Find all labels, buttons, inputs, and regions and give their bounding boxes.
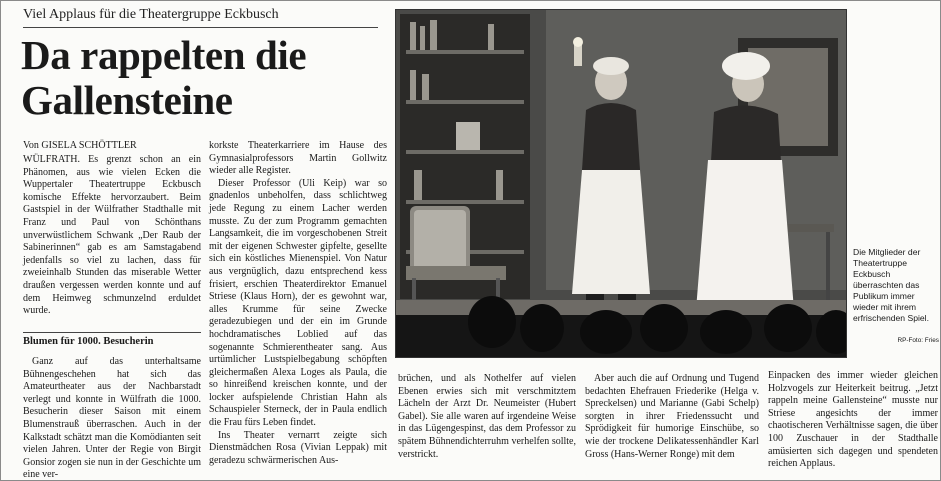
- article-column-2: [209, 140, 387, 467]
- article-column-3: [398, 373, 576, 461]
- article-column-5: [768, 370, 938, 471]
- article-paragraph: brüchen, und als Nothelfer auf vielen Ebenen erwies sich mit verschmitztem Lächeln der Arzt Dr. Neumeister (Hubert Gabel). Sie alle waren auf irgendeine Weise in das Lügengespinst, das dem Professor zu spätem Bühnendichterruhm verhelfen sollte, verstrickt.: [398, 373, 576, 460]
- article-paragraph: Einpacken des immer wieder gleichen Holzvogels zur Heiterkeit beitrug. „Jetzt rappeln meine Gallensteine“ musste nur Striese angesichts der immer chaotischeren Verhältnisse sagen, die über 100 Zuschauer in der Stadthalle amüsierten sich dagegen und spendeten reichen Applaus.: [768, 370, 938, 470]
- article-dateline: WÜLFRATH.: [23, 154, 80, 165]
- article-kicker: Viel Applaus für die Theatergruppe Eckbusch: [23, 7, 279, 22]
- article-paragraph: Ganz auf das unterhaltsame Bühnengeschehen hat sich das Amateurtheater aus der Nachbarstadt verlegt und konnte in Wülfrath die 1000. Besucherin dieser Saison mit einem Blumenstrauß überraschen. Auch in der Kalkstadt schätzt man die Komödianten seit vielen Jahren. Unter der Regie von Birgit Gonsior zogen sie nun in der Geschichte um eine ver-: [23, 356, 201, 481]
- article-headline: Da rappelten die Gallensteine: [21, 32, 307, 123]
- article-column-1: [23, 154, 201, 318]
- article-paragraph: Ins Theater vernarrt zeigte sich Dienstmädchen Rosa (Vivian Leppak) mit geradezu schwärmerischen Aus-: [209, 429, 387, 466]
- article-paragraph: korkste Theaterkarriere im Hause des Gymnasialprofessors Martin Gollwitz wieder alle Register.: [209, 140, 387, 177]
- article-paragraph: [23, 154, 201, 318]
- photo-caption: Die Mitglieder der Theatertruppe Eckbusch überraschten das Publikum immer wieder mit ihrem erfrischenden Spiel.: [853, 247, 929, 323]
- article-paragraph: Dieser Professor (Uli Keip) war so gnadenlos unbeholfen, dass schlichtweg jede Regung zu einem Lacher werden musste. Zu der zum Programm gemachten Langsamkeit, die im vorgeschobenen Streit mit der eigenen Schwester gipfelte, gesellte sich ein köstliches Mienenspiel. Von Natur aus vergnüglich, dazu entsprechend kess frisiert, erschien Theaterdirektor Emanuel Striese (Klaus Horn), der es gewohnt war, alles Krumme für seine Zwecke geradezubiegen und der ein im Grunde hochdramatisches Loblied auf das sogenannte Schmierentheater sang. Aus urtümlicher Lustspielbegabung schöpften gleichermaßen Alexa Loges als Paula, die so hinreißend kreischen konnte, und der locker aufspielende Christian Hahn als Schauspieler Sterneck, der in Paula endlich die Frau fürs Leben findet.: [209, 177, 387, 429]
- article-intro: Es grenzt schon an ein Phänomen, aus wie vielen Ecken die Wuppertaler Theatertruppe Eckbusch komische Effekte hervorzaubert. Beim Gastspiel in der Wülfrather Stadthalle mit Franz und Paul von Schönthans unverwüstlichem Schwank „Der Raub der Sabinerinnen“ gab es am Samstagabend jedenfalls so viel zu lachen, dass für zweieinhalb Stunden das miserable Wetter draußen vergessen werden konnte und auf dem Heimweg schmunzelnd erduldet wurde.: [23, 154, 201, 317]
- article-byline: Von GISELA SCHÖTTLER: [23, 140, 137, 151]
- photo-credit: RP-Foto: Fries: [897, 337, 939, 344]
- article-subheading: Blumen für 1000. Besucherin: [23, 332, 201, 349]
- article-paragraph: Aber auch die auf Ordnung und Tugend bedachten Ehefrauen Friederike (Helga v. Spreckelsen) und Marianne (Gabi Schelp) sorgten in ihrer Friedenssucht und Sprödigkeit für humorige Einschübe, so wie der trockene Delikatessenhändler Karl Gross (Hans-Werner Ronge) mit dem: [585, 373, 759, 460]
- kicker-rule: [23, 27, 378, 28]
- article-column-1-continued: [23, 356, 201, 481]
- stage-photo: [395, 9, 847, 358]
- article-column-4: [585, 373, 759, 461]
